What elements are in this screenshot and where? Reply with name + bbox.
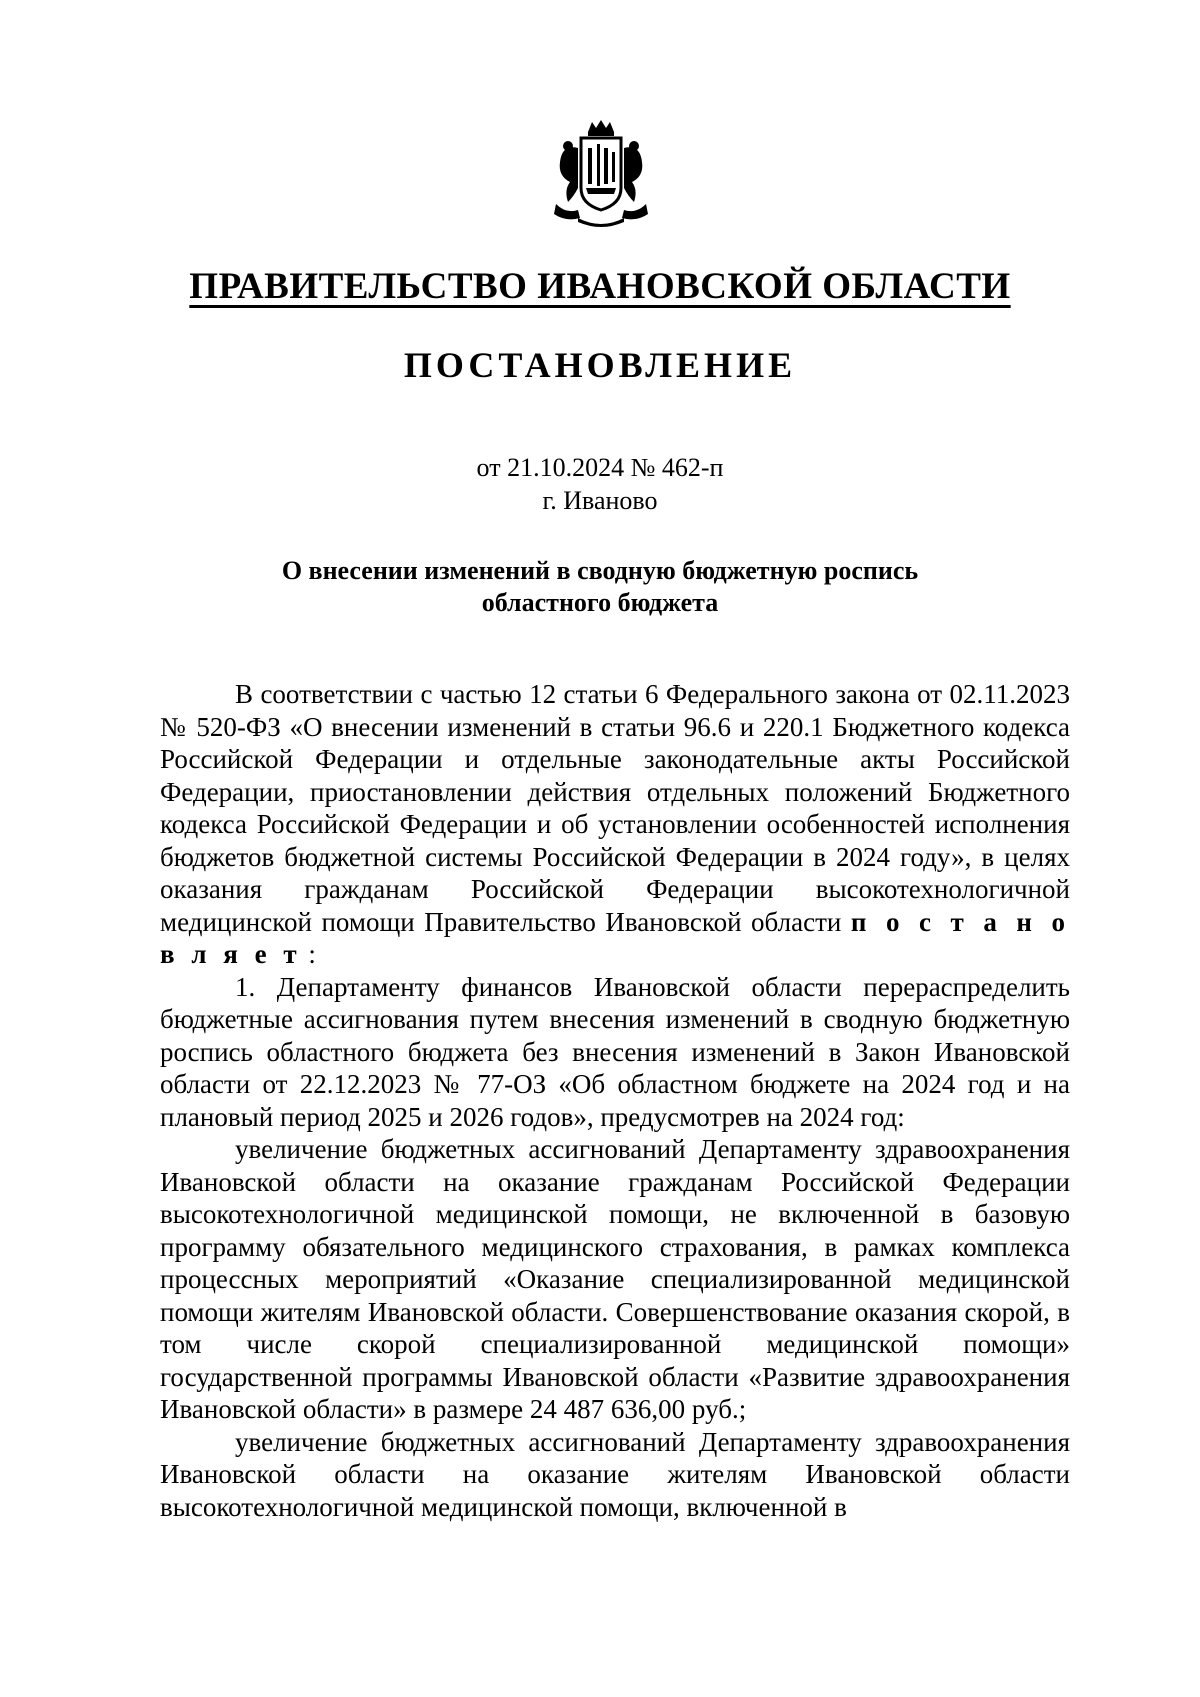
increase-paragraph-1: увеличение бюджетных ассигнований Департаменту здравоохранения Ивановской области на оказание гражданам Российской Федерации высокотехнологичной медицинской помощи, не включенной в базовую программу обязательного медицинского страхования, в рамках комплекса процессных мероприятий «Оказание специализированной медицинской помощи жителям Ивановской области. Совершенствование оказания скорой, в том числе скорой специализированной медицинской помощи» государственной программы Ивановской области «Развитие здравоохранения Ивановской области» в размере 24 487 636,00 руб.; [160, 1134, 1070, 1424]
document-type: ПОСТАНОВЛЕНИЕ [403, 345, 797, 385]
preamble-paragraph [160, 678, 1070, 971]
preamble-colon: : [301, 939, 316, 969]
coat-of-arms-icon [548, 118, 654, 230]
increase-paragraph-2: увеличение бюджетных ассигнований Департаменту здравоохранения Ивановской области на оказание жителям Ивановской области высокотехнологичной медицинской помощи, включенной в [160, 1426, 1070, 1522]
decrees-word: п о с т а н о в л я е т [160, 906, 1070, 969]
item-1-paragraph: 1. Департаменту финансов Ивановской области перераспределить бюджетные ассигнования путем внесения изменений в сводную бюджетную роспись областного бюджета без внесения изменений в Закон Ивановской области от 22.12.2023 № 77-ОЗ «Об областном бюджете на 2024 год и на плановый период 2025 и 2026 годов», предусмотрев на 2024 год: [160, 971, 1070, 1132]
document-subject-line-2: областного бюджета [481, 588, 719, 617]
government-title: ПРАВИТЕЛЬСТВО ИВАНОВСКОЙ ОБЛАСТИ [189, 266, 1011, 307]
preamble-text: В соответствии с частью 12 статьи 6 Федерального закона от 02.11.2023 № 520-ФЗ «О внесении изменений в статьи 96.6 и 220.1 Бюджетного кодекса Российской Федерации и отдельные законодательные акты Российской Федерации, приостановлении действия отдельных положений Бюджетного кодекса Российской Федерации и об установлении особенностей исполнения бюджетов бюджетной системы Российской Федерации в 2024 году», в целях оказания гражданам Российской Федерации высокотехнологичной медицинской помощи Правительство Ивановской области [160, 679, 1070, 937]
document-date-number: от 21.10.2024 № 462-п [476, 453, 724, 482]
document-subject-line-1: О внесении изменений в сводную бюджетную роспись [281, 556, 919, 585]
document-body [160, 678, 1070, 1523]
document-city: г. Иваново [542, 486, 658, 515]
